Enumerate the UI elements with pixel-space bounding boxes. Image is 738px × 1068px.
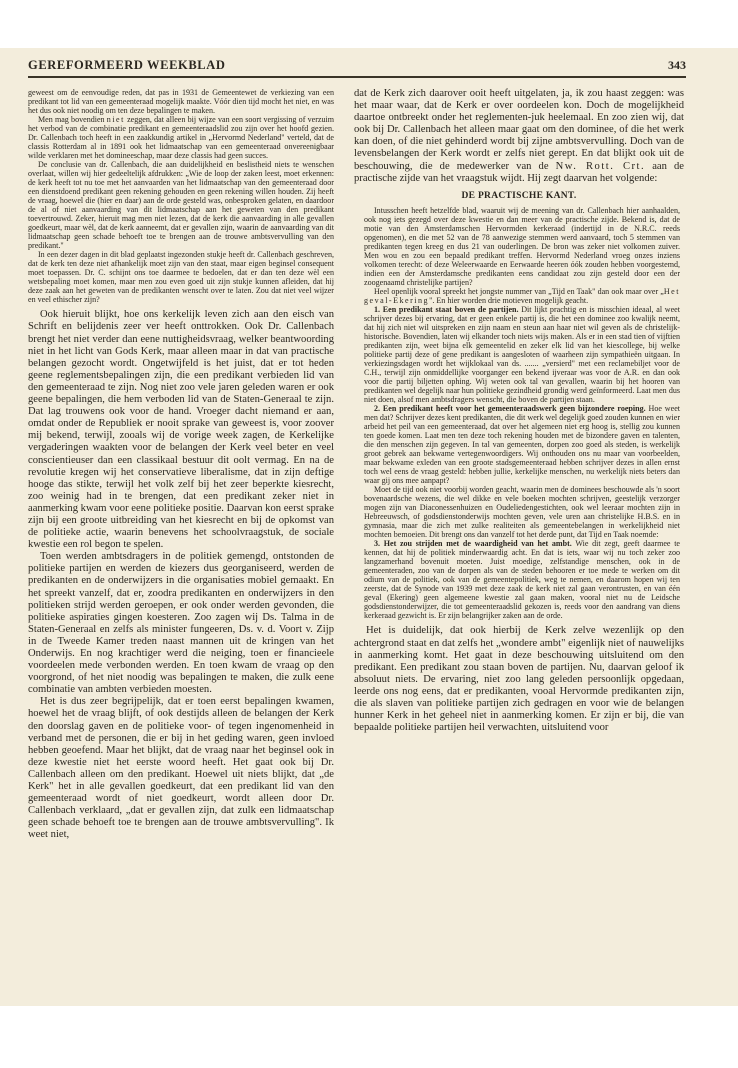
quoted-paragraph: 3. Het zou strijden met de waardigheid van het ambt. Wie dit zegt, geeft daarmee te kennen, dat hij de politiek minderwaardig acht. En dat is iets, waar wij nu toch zeker zoo langzamerhand bovenuit moeten. Juist moedige, zelfstandige menschen, ook in de gemeenteraden, zoo van de dorpen als van de steden behooren er toe mede te werken om dit odium van de politiek, ook van de gemeentepolitiek, weg te nemen, en daarom hopen wij ten zeerste, dat de Synode van 1939 met deze zaak de kerk niet zal gaan verontrusten, en van één geval (Ekering) geen algemeene kwestie zal gaan maken, vooral niet nu de Leidsche godsdienstonderwijzer, die tot gemeenteraadslid gekozen is, reeds voor den aandrang van diens kerkeraad gezwicht is. Er zijn belangrijker zaken aan de orde. xyxy=(364,539,680,621)
quoted-paragraph: Intusschen heeft hetzelfde blad, waaruit wij de meening van dr. Callenbach hier aanhaalden, ook nog iets gezegd over deze kwestie en dan meer van de practische zijde. Bekend is, dat de motie van den Amsterdamschen Hervormden kerkeraad (indertijd in de N.R.C. reeds opgenomen), en die met 52 van de 78 aanwezige stemmen werd aanvaard, toch 5 stemmen van predikanten tegen kreeg en dus 21 van ouderlingen. De bron was zeker niet volkomen zuiver. Men wou en zou een bepaald predikant treffen. Hervormd Nederland vroeg onzes inziens volkomen terecht: of deze Weleerwaarde en Eerwaarde heeren óók zouden hebben voorgestemd, indien een der Amsterdamsche predikanten eens candidaat zou zijn gesteld door een der zoogenaamd christelijke partijen? xyxy=(364,205,680,287)
quoted-paragraph: De conclusie van dr. Callenbach, die aan duidelijkheid en beslistheid niets te wenschen overlaat, willen wij hier gedeeltelijk afdrukken: „Wie de loop der zaken leest, moet erkennen: de kerk heeft tot nu toe met het aanvaarden van het lidmaatschap van den gemeenteraad door een dienstdoend predikant geen rekening gehouden en geen rekening willen houden. Zij heeft de vraag, hoewel die (hier en daar) aan de orde gesteld was, onbesproken gelaten, en daardoor de al of niet aanvaarding van dit lidmaatschap aan het geweten van den predikant toevertrouwd. Zeker, hieruit mag men niet lezen, dat de kerk die aanvaarding in alle gevallen goedkeurt, maar wèl, dat de kerk aanneemt, dat er gevallen zijn, waarin de aanvaarding van dit lidmaatschap geen schade behoeft toe te brengen aan de trouwe ambtsvervulling van den predikant." xyxy=(28,160,334,251)
body-paragraph: Het is dus zeer begrijpelijk, dat er toen eerst bepalingen kwamen, hoewel het de vraag blijft, of ook destijds alleen de belangen der Kerk den doorslag gaven en de politieke voor- of tegen ingenomenheid in verband met de personen, die er bij in het geding waren, geen invloed hebben geoefend. Maar het blijkt, dat de vraag naar het beginsel ook in deze kwestie niet het eerste woord heeft. Het gaat ook bij Dr. Callenbach alleen om den predikant. Hoewel uit niets blijkt, dat „de Kerk" het in alle gevallen goedkeurt, dat een predikant lid van den gemeenteraad wordt of niet goedkeurt, wordt alleen door Dr. Callenbach verklaard, „dat er gevallen zijn, dat zulk een lidmaatschap geen schade behoeft toe te brengen aan de trouwe ambtsvervulling". Ik weet niet, xyxy=(28,696,334,841)
running-header xyxy=(28,56,686,78)
masthead: GEREFORMEERD WEEKBLAD xyxy=(28,58,226,72)
page-scan xyxy=(0,48,738,1006)
quoted-paragraph: In een dezer dagen in dit blad geplaatst ingezonden stukje heeft dr. Callenbach geschreven, dat de kerk ten deze niet afhankelijk moet zijn van den staat, maar eigen beginsel consequent moet toepassen. Dr. C. schijnt ons toe daarmee te bedoelen, dat er dan ten deze wèl een wetsbepaling moet komen, maar men zou even goed uit zijn stukje kunnen afleiden, dat hij deze zaak aan het geweten van de predikanten wenscht over te laten. Zou dat niet veel wijzer en veel ethischer zijn? xyxy=(28,250,334,305)
page-number: 343 xyxy=(668,58,686,72)
body-paragraph: dat de Kerk zich daarover ooit heeft uitgelaten, ja, ik zou haast zeggen: was het maar waar, dat de Kerk er over oordeelen kon. Doch de mogelijkheid daartoe ontbreekt onder het reglementen-juk heelemaal. En zoo zien wij, dat ook bij Dr. Callenbach het alleen maar gaat om den dominee, of die het werk kan doen, of die niet gehinderd wordt bij zijne ambtsvervulling. Doch van de levensbelangen der Kerk wordt er zelfs niet gerept. En dat blijkt ook uit de beschouwing, die de medewerker van de Nw. Rott. Crt. aan de practische zijde van het vraagstuk wijdt. Hij zegt daarvan het volgende: xyxy=(354,88,684,184)
left-column xyxy=(28,88,334,993)
quoted-paragraph: Heel openlijk vooral spreekt het jongste nummer van „Tijd en Taak" dan ook maar over „Het geval-Ekering". En hier worden drie motieven mogelijk geacht. xyxy=(364,286,680,305)
quoted-paragraph: Men mag bovendien niet zeggen, dat alleen bij wijze van een soort vergissing of verzuim het verbod van de combinatie predikant en gemeenteraadslid zou zijn over het hoofd gezien. Dr. Callenbach toch heeft in een zaakkundig artikel in „Hervormd Nederland" verteld, dat de classis Rotterdam al in 1891 ook het lidmaatschap van een gemeenteraad onvereenigbaar wilde verklaren met het domineeschap, maar deze classis had geen succes. xyxy=(28,115,334,161)
body-paragraph: Het is duidelijk, dat ook hierbij de Kerk zelve wezenlijk op den achtergrond staat en dat zelfs het „wondere ambt" eigenlijk niet of nauwelijks in aanmerking komt. Het gaat in deze beschouwing uitsluitend om den predikant. Een predikant zou staan boven de partijen. Nu, daarvan geloof ik absoluut niets. De ervaring, niet zoo lang geleden persoonlijk opgedaan, leerde ons nog eens, dat er predikanten, vooal Hervormde predikanten zijn, die als slaven van politieke partijen zich gedragen en voor wie de belangen hunner Kerk in het geheel niet in aanmerking komen. Er zijn er bij, die van bepaalde politieke partijen heil verwachten, uitsluitend voor xyxy=(354,625,684,734)
body-paragraph: Toen werden ambtsdragers in de politiek gemengd, ontstonden de politieke partijen en werden de kiezers dus georganiseerd, werden de predikanten en de onderwijzers in die organisaties mobiel gemaakt. En het spreekt vanzelf, dat er, zoodra predikanten en onderwijzers in den politieken strijd werden geroepen, er ook onder werden gevonden, die politieke aspiraties gingen koesteren. Zoo zagen wij Ds. Talma in de Staten-Generaal en zelfs als minister fungeeren, Ds. v. d. Voort v. Zijp in de Tweede Kamer treden naast mannen uit de kringen van het Onderwijs. En nog krachtiger werd die neiging, toen er financieele voordeelen mede verbonden werden. En toen kwam de vraag op den voorgrond, of het niet noodig was bepalingen te maken, die zulk eene combinatie van ambten verbieden moesten. xyxy=(28,551,334,696)
body-paragraph: Ook hieruit blijkt, hoe ons kerkelijk leven zich aan den eisch van Schrift en belijdenis zeer ver heeft onttrokken. Ook Dr. Callenbach brengt het niet verder dan eene nuttigheidsvraag, welker beantwoording niet in het licht van Gods Kerk, maar alleen maar in dat van practische belangen gezocht wordt. Ongetwijfeld is het juist, dat er tot heden geene reglementsbepalingen zijn, die een predikant verbieden lid van den gemeenteraad te zijn. Nog niet zoo vele jaren geleden waren er ook geene bepalingen, die hem verboden lid van de Staten-Generaal te zijn. Dat lag trouwens ook voor de hand. Vroeger dacht niemand er aan, omdat onder de Republiek er nooit sprake van geweest is, voor zoover mij bekend, terwijl, zooals wij de vorige week zagen, de Kerkelijke vergaderingen waakten voor de belangen der Kerk veel beter en veel conscientieuser dan een classikaal bestuur dit oolt vermag. En na de revolutie kregen wij het conservatieve liberalisme, dat in zijn deftige hooge das stikte, terwijl het volk zelf bij het zeer beperkte kiesrecht, zoo weinig had in te brengen, dat een predikant zeker niet in aanmerking kwam voor eene politieke positie. Daarvan kon eerst sprake zijn bij een groote uitbreiding van het kiesrecht en bij de opkomst van de politieke actie, waarin benevens het schoolvraagstuk, de sociale kwestie een rol begon te spelen. xyxy=(28,309,334,551)
quoted-paragraph: Moet de tijd ook niet voorbij worden geacht, waarin men de dominees beschouwde als 'n soort bovenaardsche wezens, die wel dikke en vele boeken mochten schrijven, geestelijk verzorger mogen zijn van Diaconessenhuizen en Oudeliedengestichten, ook wel leeraar mochten zijn in Hebreeuwsch, of godsdienstonderwijs mochten geven, vele uren aan christelijke H.B.S. en in gymnasia, maar die zich met zulke realiteiten als gemeentebelangen in werkelijkheid niet mochten bemoeien. Dit brengt ons dan vanzelf tot het derde punt, dat Tijd en Taak noemde: xyxy=(364,485,680,540)
quoted-paragraph: geweest om de eenvoudige reden, dat pas in 1931 de Gemeentewet de verkiezing van een predikant tot lid van een gemeenteraad mogelijk maakte. Vóór dien tijd mocht het niet, en was het dus ook niet noodig om ten deze bepalingen te maken. xyxy=(28,88,334,116)
quoted-paragraph: 1. Een predikant staat boven de partijen. Dit lijkt prachtig en is misschien ideaal, al weet schrijver dezes bij ervaring, dat er geen enkele partij is, die het een dominee zoo kwalijk neemt, dat hij zich niet wil uitspreken en zijn naam en steun aan haar niet wil geven als de christelijk-historische. Bovendien, laten wij elkander toch niets wijs maken. Als er in een stad tien of vijftien predikanten zijn, weet bijna elk gemeentelid en zeker elk lid van het kiescollege, bij welke politieke partij deze of gene predikant is aangesloten of waarheen zijn sympathieën uitgaan. In verkiezingsdagen wordt het wijklokaal van ds. ....... „versierd" met een reclamebiljet voor de C.H., terwijl zijn onmiddellijke voorganger een bekend ijveraar was voor de A.R. en dan ook voor die partij biljetten ophing. Wij weten ook tal van gevallen, waarin bij het hooren van predikanten wel degelijk naar hun politieke gezindheid grondig werd geïnformeerd. Laat men dus niet doen, alsof men ambtsdragers wenscht, die boven de partijen staan. xyxy=(364,304,680,405)
section-heading: DE PRACTISCHE KANT. xyxy=(461,190,577,201)
right-column xyxy=(354,88,684,993)
quoted-paragraph: 2. Een predikant heeft voor het gemeenteraadswerk geen bijzondere roeping. Hoe weet men dat? Schrijver dezes kent predikanten, die dit werk wel degelijk goed zouden kunnen en wier arbeid het peil van een gemeenteraad, dat over het algemeen niet erg hoog is, stellig zou kunnen ten goede komen. Laat men ten deze toch rekening houden met de bizondere gaven en talenten, die den menschen zijn gegeven. In tal van gemeenten, dorpen zoo goed als steden, is werkelijk groot gebrek aan bekwame vertegenwoordigers. Wij onthouden ons nu maar van voorbeelden, maar bekwame exleden van een groote stadsgemeenteraad hebben schrijver dezes in allen ernst toch wel eens de vraag gesteld: hebben jullie, kerkelijke menschen, nu werkelijk niets beters dan waar gij ons mee aanpapt? xyxy=(364,404,680,486)
